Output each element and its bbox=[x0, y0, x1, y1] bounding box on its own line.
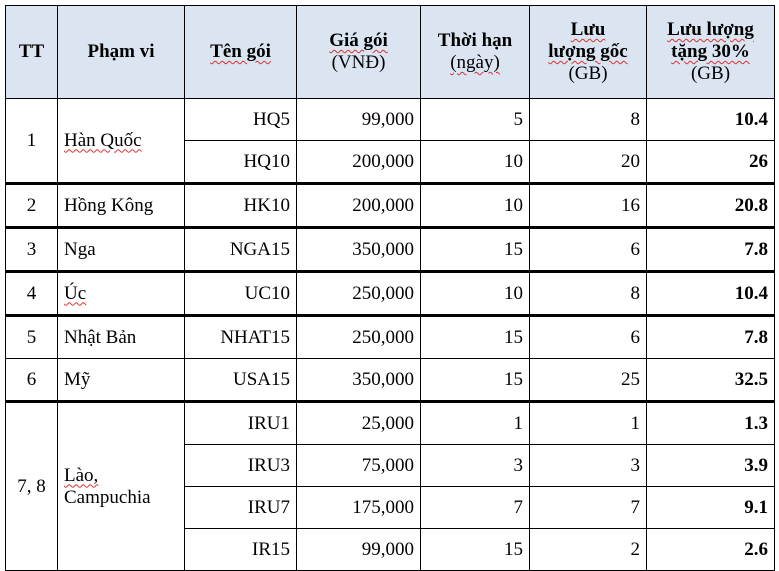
header-row bbox=[6, 6, 775, 99]
cell-name: IR15 bbox=[185, 529, 297, 571]
cell-bonus: 10.4 bbox=[647, 272, 775, 316]
cell-base: 8 bbox=[530, 272, 647, 316]
table-row bbox=[6, 99, 775, 141]
cell-tt: 1 bbox=[6, 99, 58, 184]
cell-bonus: 7.8 bbox=[647, 228, 775, 272]
cell-price: 99,000 bbox=[297, 529, 421, 571]
table-row bbox=[6, 316, 775, 359]
cell-tt: 2 bbox=[6, 184, 58, 228]
cell-days: 10 bbox=[421, 141, 530, 184]
cell-bonus: 1.3 bbox=[647, 402, 775, 445]
cell-days: 1 bbox=[421, 402, 530, 445]
cell-bonus: 7.8 bbox=[647, 316, 775, 359]
cell-days: 15 bbox=[421, 359, 530, 402]
cell-base: 16 bbox=[530, 184, 647, 228]
table-row bbox=[6, 402, 775, 445]
cell-base: 25 bbox=[530, 359, 647, 402]
cell-price: 350,000 bbox=[297, 359, 421, 402]
cell-base: 6 bbox=[530, 228, 647, 272]
cell-name: UC10 bbox=[185, 272, 297, 316]
table-row bbox=[6, 228, 775, 272]
cell-scope: Hàn Quốc bbox=[58, 99, 185, 184]
cell-price: 350,000 bbox=[297, 228, 421, 272]
cell-base: 6 bbox=[530, 316, 647, 359]
cell-days: 5 bbox=[421, 99, 530, 141]
cell-scope: Mỹ bbox=[58, 359, 185, 402]
cell-name: NGA15 bbox=[185, 228, 297, 272]
cell-base: 20 bbox=[530, 141, 647, 184]
header-price: Giá gói (VNĐ) bbox=[297, 6, 421, 99]
table-row bbox=[6, 184, 775, 228]
cell-days: 10 bbox=[421, 184, 530, 228]
cell-price: 250,000 bbox=[297, 272, 421, 316]
cell-scope: Hồng Kông bbox=[58, 184, 185, 228]
cell-scope: Nga bbox=[58, 228, 185, 272]
header-duration: Thời hạn (ngày) bbox=[421, 6, 530, 99]
cell-bonus: 3.9 bbox=[647, 445, 775, 487]
header-scope: Phạm vi bbox=[58, 6, 185, 99]
cell-name: IRU1 bbox=[185, 402, 297, 445]
cell-name: HQ10 bbox=[185, 141, 297, 184]
cell-bonus: 20.8 bbox=[647, 184, 775, 228]
cell-base: 2 bbox=[530, 529, 647, 571]
cell-name: IRU7 bbox=[185, 487, 297, 529]
cell-days: 7 bbox=[421, 487, 530, 529]
cell-price: 200,000 bbox=[297, 184, 421, 228]
header-bonus-data: Lưu lượng tặng 30% (GB) bbox=[647, 6, 775, 99]
cell-tt: 7, 8 bbox=[6, 402, 58, 571]
data-plan-table bbox=[5, 5, 775, 571]
cell-base: 7 bbox=[530, 487, 647, 529]
cell-days: 15 bbox=[421, 228, 530, 272]
cell-price: 75,000 bbox=[297, 445, 421, 487]
cell-name: USA15 bbox=[185, 359, 297, 402]
table-row bbox=[6, 272, 775, 316]
cell-scope: Úc bbox=[58, 272, 185, 316]
cell-price: 25,000 bbox=[297, 402, 421, 445]
cell-tt: 4 bbox=[6, 272, 58, 316]
cell-scope: Lào, Campuchia bbox=[58, 402, 185, 571]
cell-tt: 5 bbox=[6, 316, 58, 359]
cell-base: 3 bbox=[530, 445, 647, 487]
header-name: Tên gói bbox=[185, 6, 297, 99]
cell-base: 8 bbox=[530, 99, 647, 141]
table-row bbox=[6, 359, 775, 402]
cell-name: HK10 bbox=[185, 184, 297, 228]
cell-days: 3 bbox=[421, 445, 530, 487]
cell-bonus: 26 bbox=[647, 141, 775, 184]
cell-days: 10 bbox=[421, 272, 530, 316]
cell-price: 99,000 bbox=[297, 99, 421, 141]
cell-bonus: 32.5 bbox=[647, 359, 775, 402]
cell-days: 15 bbox=[421, 316, 530, 359]
cell-price: 175,000 bbox=[297, 487, 421, 529]
cell-price: 200,000 bbox=[297, 141, 421, 184]
cell-scope: Nhật Bản bbox=[58, 316, 185, 359]
cell-days: 15 bbox=[421, 529, 530, 571]
header-tt: TT bbox=[6, 6, 58, 99]
cell-tt: 6 bbox=[6, 359, 58, 402]
cell-tt: 3 bbox=[6, 228, 58, 272]
cell-price: 250,000 bbox=[297, 316, 421, 359]
cell-base: 1 bbox=[530, 402, 647, 445]
cell-name: NHAT15 bbox=[185, 316, 297, 359]
cell-name: HQ5 bbox=[185, 99, 297, 141]
cell-bonus: 2.6 bbox=[647, 529, 775, 571]
header-base-data: Lưu lượng gốc (GB) bbox=[530, 6, 647, 99]
cell-bonus: 9.1 bbox=[647, 487, 775, 529]
cell-name: IRU3 bbox=[185, 445, 297, 487]
cell-bonus: 10.4 bbox=[647, 99, 775, 141]
